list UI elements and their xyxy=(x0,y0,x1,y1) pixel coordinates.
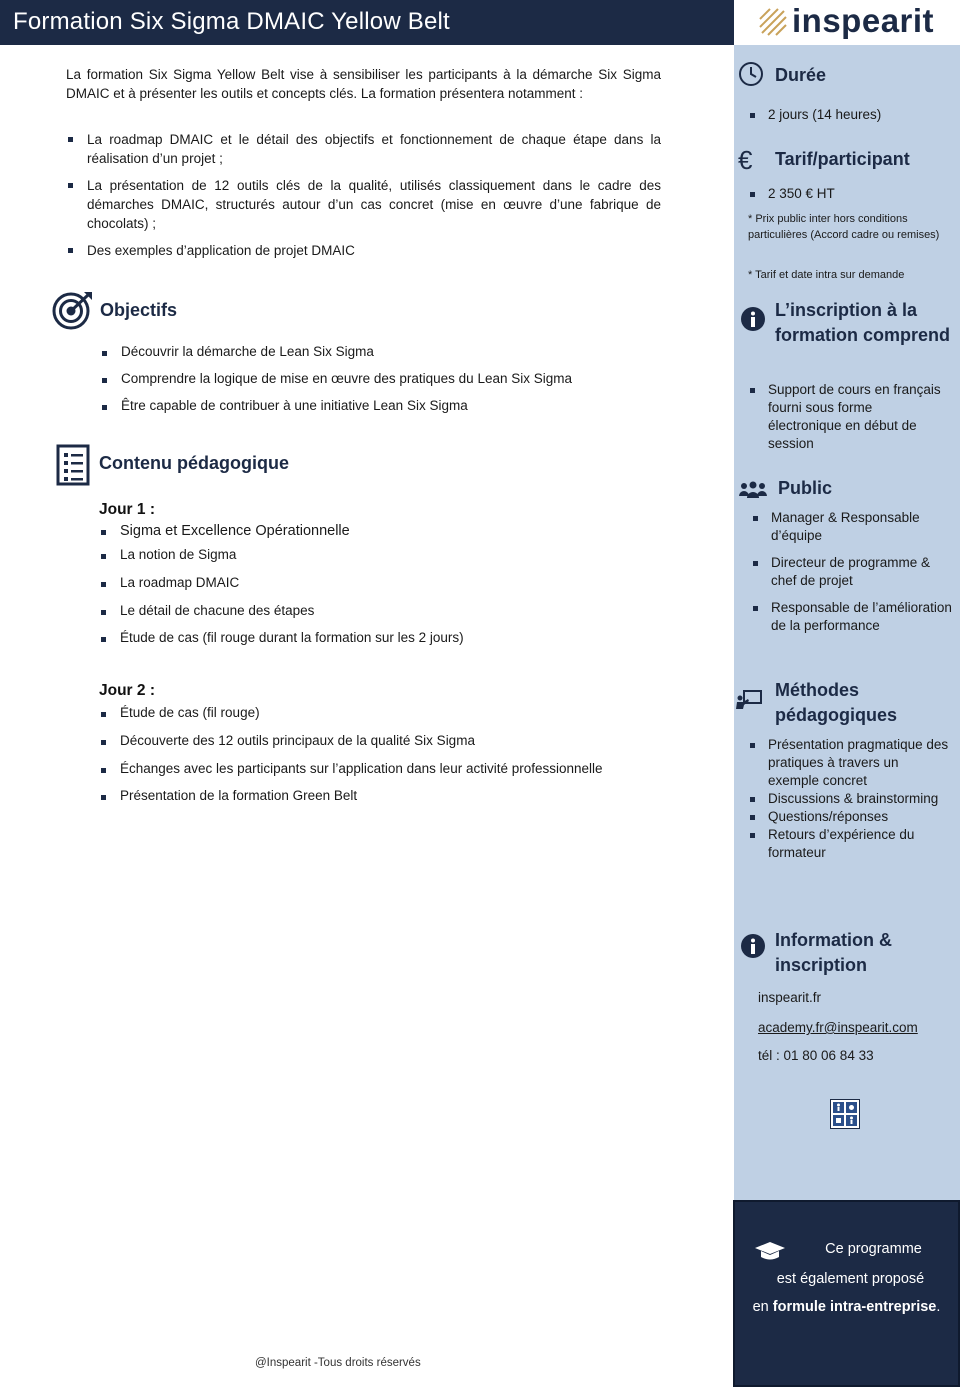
logo xyxy=(734,0,960,45)
accessibility-icon xyxy=(830,1099,860,1129)
promo-line: est également proposé xyxy=(776,1271,925,1287)
list-item: 2 jours (14 heures) xyxy=(748,106,953,124)
public-heading: Public xyxy=(778,478,833,498)
objectifs-heading: Objectifs xyxy=(100,300,178,320)
list-item: Manager & Responsable d’équipe xyxy=(751,509,956,545)
methodes-heading: Méthodes pédagogiques xyxy=(775,680,898,725)
list-item: Support de cours en français fourni sous forme électronique en début de session xyxy=(748,381,948,453)
list-item: Des exemples d’application de projet DMAIC xyxy=(66,241,661,260)
day2-list xyxy=(99,705,699,803)
list-item: Directeur de programme & chef de projet xyxy=(751,554,956,590)
list-item: Étude de cas (fil rouge durant la formation sur les 2 jours) xyxy=(99,630,699,645)
list-item: La roadmap DMAIC xyxy=(99,575,699,590)
public-list xyxy=(751,509,956,635)
logo-text: inspearit xyxy=(792,2,935,39)
objectifs-list xyxy=(100,344,700,413)
list-item: La roadmap DMAIC et le détail des objectifs et fonctionnement de chaque étape dans la réalisation d’un projet ; xyxy=(66,130,661,168)
website-link[interactable]: inspearit.fr xyxy=(758,990,822,1005)
duree-heading: Durée xyxy=(775,65,827,85)
target-icon xyxy=(52,290,94,332)
footer-copyright: @Inspearit -Tous droits réservés xyxy=(255,1357,421,1369)
euro-icon: € xyxy=(738,145,753,175)
info-icon xyxy=(740,933,766,959)
tarif-note: * Tarif et date intra sur demande xyxy=(748,269,905,281)
list-item: La notion de Sigma xyxy=(99,547,699,562)
promo-line: en formule intra-entreprise. xyxy=(752,1299,941,1315)
tarif-list xyxy=(748,185,953,203)
list-item: La présentation de 12 outils clés de la qualité, utilisés classiquement dans le cadre des démarches DMAIC, structurés autour d’un cas concret (mise en œuvre d’une fabrique de chocolats) ; xyxy=(66,176,661,233)
day1-list xyxy=(99,523,699,645)
day1-title: Jour 1 : xyxy=(99,501,155,518)
title-bar xyxy=(0,0,734,45)
inscription-heading: L’inscription à la formation comprend xyxy=(775,300,951,345)
list-item: Discussions & brainstorming xyxy=(748,790,953,808)
day2-title: Jour 2 : xyxy=(99,682,155,699)
duree-list xyxy=(748,106,953,124)
list-item: Le détail de chacune des étapes xyxy=(99,603,699,618)
phone-text: tél : 01 80 06 84 33 xyxy=(758,1048,874,1063)
list-item: Être capable de contribuer à une initiative Lean Six Sigma xyxy=(100,398,700,413)
contenu-heading: Contenu pédagogique xyxy=(99,453,289,473)
list-item: Découverte des 12 outils principaux de la qualité Six Sigma xyxy=(99,733,699,748)
list-item: Questions/réponses xyxy=(748,808,953,826)
people-icon xyxy=(738,480,768,500)
tarif-heading: Tarif/participant xyxy=(775,149,910,169)
list-item: Présentation de la formation Green Belt xyxy=(99,788,699,803)
list-item: Sigma et Excellence Opérationnelle xyxy=(99,523,699,539)
list-item: Retours d’expérience du formateur xyxy=(748,826,953,862)
email-link[interactable]: academy.fr@inspearit.com xyxy=(758,1020,918,1035)
list-item: Échanges avec les participants sur l’application dans leur activité professionnelle xyxy=(99,761,699,776)
intra-promo-box xyxy=(733,1200,960,1387)
clock-icon xyxy=(738,61,764,87)
list-item: Étude de cas (fil rouge) xyxy=(99,705,699,720)
list-item: Comprendre la logique de mise en œuvre des pratiques du Lean Six Sigma xyxy=(100,371,700,386)
info-icon xyxy=(740,306,766,332)
inscription-list xyxy=(748,381,948,453)
list-item: Présentation pragmatique des pratiques à travers un exemple concret xyxy=(748,736,953,790)
info-heading: Information & inscription xyxy=(775,930,892,975)
page-title: Formation Six Sigma DMAIC Yellow Belt xyxy=(13,8,450,35)
tarif-note: * Prix public inter hors conditions particulières (Accord cadre ou remises) xyxy=(748,213,940,241)
promo-line: Ce programme xyxy=(825,1241,922,1257)
list-item: Responsable de l’amélioration de la performance xyxy=(751,599,956,635)
presentation-icon xyxy=(735,689,763,711)
intro-paragraph: La formation Six Sigma Yellow Belt vise à sensibiliser les participants à la démarche Six Sigma DMAIC et à présenter les outils et concepts clés. La formation présentera notamment : xyxy=(66,67,661,101)
checklist-icon xyxy=(56,444,90,486)
list-item: 2 350 € HT xyxy=(748,185,953,203)
logo-mark-icon xyxy=(758,7,788,37)
intro-list xyxy=(66,130,661,268)
list-item: Découvrir la démarche de Lean Six Sigma xyxy=(100,344,700,359)
methodes-list xyxy=(748,736,953,862)
